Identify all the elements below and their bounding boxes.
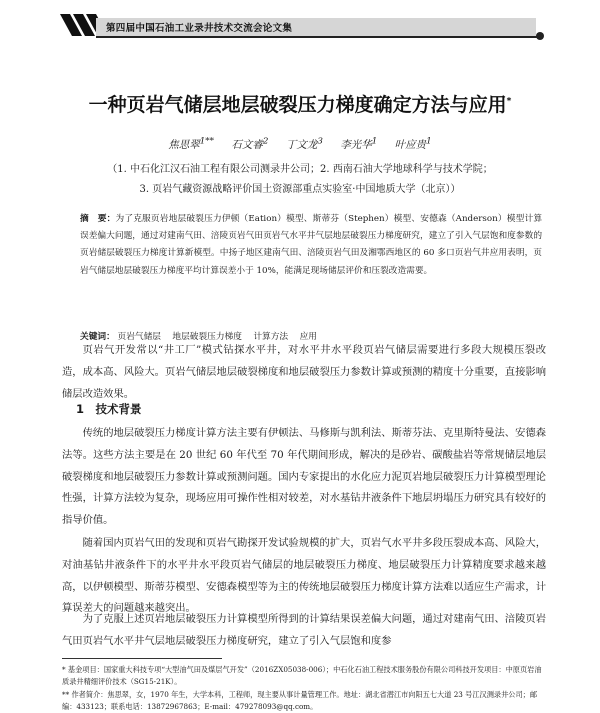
footnote-rule	[62, 658, 222, 659]
author-name: 李光华$^1$	[340, 136, 378, 151]
section-title: 技术背景	[95, 402, 142, 416]
author-name: 叶应贵$^1$	[394, 136, 432, 151]
abstract-text: 为了克服页岩地层破裂压力伊顿（Eation）模型、斯蒂芬（Stephen）模型、安德森（Anderson）模型计算误差偏大问题，通过对建南气田、涪陵页岩气田页岩气水平井气层地层破裂压力梯度研究，建立了引入气层饱和度参数的页岩储层破裂压力梯度计算新模型。中扬子地区建南气田、涪陵页岩气田及湘鄂西地区的 60 多口页岩气井应用表明，页岩气储层地层破裂压力梯度平均计算误差小于 10%，能满足现场储层评价和压裂改造需要。	[80, 214, 543, 276]
section-heading	[76, 401, 142, 417]
body-paragraph: 为了克服上述页岩地层破裂压力计算模型所得到的计算结果误差偏大问题，通过对建南气田、涪陵页岩气田页岩气水平井气层地层破裂压力梯度研究，建立了引入气层饱和度参	[62, 613, 546, 647]
footnote: ** 作者简介：焦思翠，女，1970 年生，大学本科，工程师，现主要从事计量管理工作。地址：湖北省潜江市向阳五七大道 23 号江汉测录井公司；邮编：433123；联系电话：13872967863；E-mail：479278093@qq.com。	[62, 690, 538, 711]
paper-title	[0, 90, 600, 117]
keyword: 地层破裂压力梯度	[172, 332, 242, 342]
author-name: 焦思翠$^{1**}$	[168, 136, 215, 151]
journal-name: 第四届中国石油工业录井技术交流会论文集	[106, 23, 293, 34]
keyword: 计算方法	[253, 332, 289, 342]
body-paragraph: 随着国内页岩气田的发现和页岩气勘探开发试验规模的扩大，页岩气水平井多段压裂成本高、风险大，对油基钻井液条件下的水平井水平段页岩气储层的地层破裂压力梯度、地层破裂压力计算精度要求越来越高，以伊顿模型、斯蒂芬模型、安德森模型等为主的传统地层破裂压力梯度计算方法难以适应生产需求，计算误差大的问题越来越突出。	[62, 537, 546, 615]
section-number: 1	[76, 402, 85, 416]
abstract	[80, 211, 542, 280]
abstract-label: 摘 要：	[80, 214, 116, 224]
title-text: 一种页岩气储层地层破裂压力梯度确定方法与应用	[88, 94, 507, 116]
author-name: 石文睿$^2$	[231, 136, 269, 151]
affiliation-line: 3. 页岩气藏资源战略评价国土资源部重点实验室·中国地质大学（北京））	[139, 184, 461, 195]
affiliation-line: （1. 中石化江汉石油工程有限公司测录井公司；2. 西南石油大学地球科学与技术学院；	[107, 164, 493, 175]
author-list	[0, 136, 600, 152]
body-paragraph: 传统的地层破裂压力梯度计算方法主要有伊顿法、马修斯与凯利法、斯蒂芬法、克里斯特曼法、安德森法等。这些方法主要是在 20 世纪 60 年代至 70 年代期间形成，解决的是砂岩、碳酸盐岩等常规储层地层破裂梯度和地层破裂压力参数计算或预测问题。国内专家提出的水化应力泥页岩地层破裂压力计算模型理论性强，计算方法较为复杂，现场应用可操作性相对较差，对水基钻井液条件下地层坍塌压力研究具有较好的指导价值。	[62, 427, 546, 527]
author-name: 丁文龙$^3$	[285, 136, 323, 151]
keyword: 应用	[299, 332, 317, 342]
header-rule	[96, 36, 540, 38]
intro-paragraph: 页岩气开发常以“井工厂”模式钻探水平井，对水平井水平段页岩气储层需要进行多段大规模压裂改造，成本高、风险大。页岩气储层地层破裂梯度和地层破裂压力参数计算或预测的精度十分重要，直接影响储层改造效果。	[62, 344, 546, 400]
footnote: * 基金项目：国家重大科技专项“大型油气田及煤层气开发”（2016ZX05038-006）；中石化石油工程技术服务股份有限公司科技开发项目：中原页岩油质录井精细评价技术（SG15-21K）。	[62, 665, 542, 686]
keyword: 页岩气储层	[117, 332, 161, 342]
header-dot-ornament	[536, 32, 544, 40]
keywords-label: 关键词：	[80, 332, 115, 342]
title-footnote-mark: *	[506, 96, 512, 107]
running-header	[0, 0, 600, 46]
